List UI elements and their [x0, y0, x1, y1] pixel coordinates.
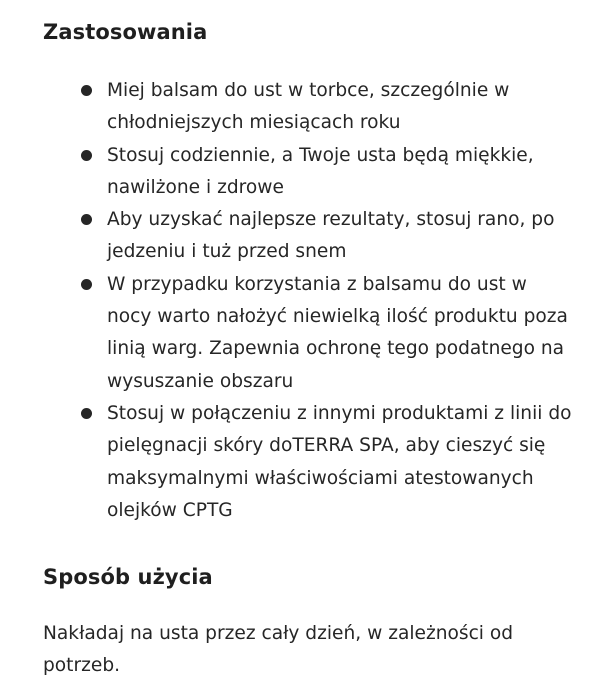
list-item-text: W przypadku korzystania z balsamu do ust w nocy warto nałożyć niewielką ilość produktu poza linią warg. Zapewnia ochronę tego podatnego na wysuszanie obszaru [107, 273, 568, 392]
bullet-icon [81, 214, 92, 225]
usage-heading: Zastosowania [43, 20, 208, 44]
bullet-icon [81, 150, 92, 161]
list-item [43, 398, 573, 527]
list-item-text: Miej balsam do ust w torbce, szczególnie w chłodniejszych miesiącach roku [107, 80, 510, 134]
list-item [43, 140, 573, 205]
list-item [43, 75, 573, 140]
method-text: Nakładaj na usta przez cały dzień, w zależności od potrzeb. [43, 623, 514, 676]
list-item [43, 204, 573, 269]
bullet-icon [81, 408, 92, 419]
usage-list [43, 75, 573, 527]
bullet-icon [81, 279, 92, 290]
list-item-text: Aby uzyskać najlepsze rezultaty, stosuj rano, po jedzeniu i tuż przed snem [107, 209, 555, 263]
list-item [43, 269, 573, 398]
method-heading: Sposób użycia [43, 565, 213, 589]
list-item-text: Stosuj w połączeniu z innymi produktami z linii do pielęgnacji skóry doTERRA SPA, aby cieszyć się maksymalnymi właściwościami atestowanych olejków CPTG [107, 402, 572, 521]
bullet-icon [81, 85, 92, 96]
list-item-text: Stosuj codziennie, a Twoje usta będą miękkie, nawilżone i zdrowe [107, 144, 534, 198]
